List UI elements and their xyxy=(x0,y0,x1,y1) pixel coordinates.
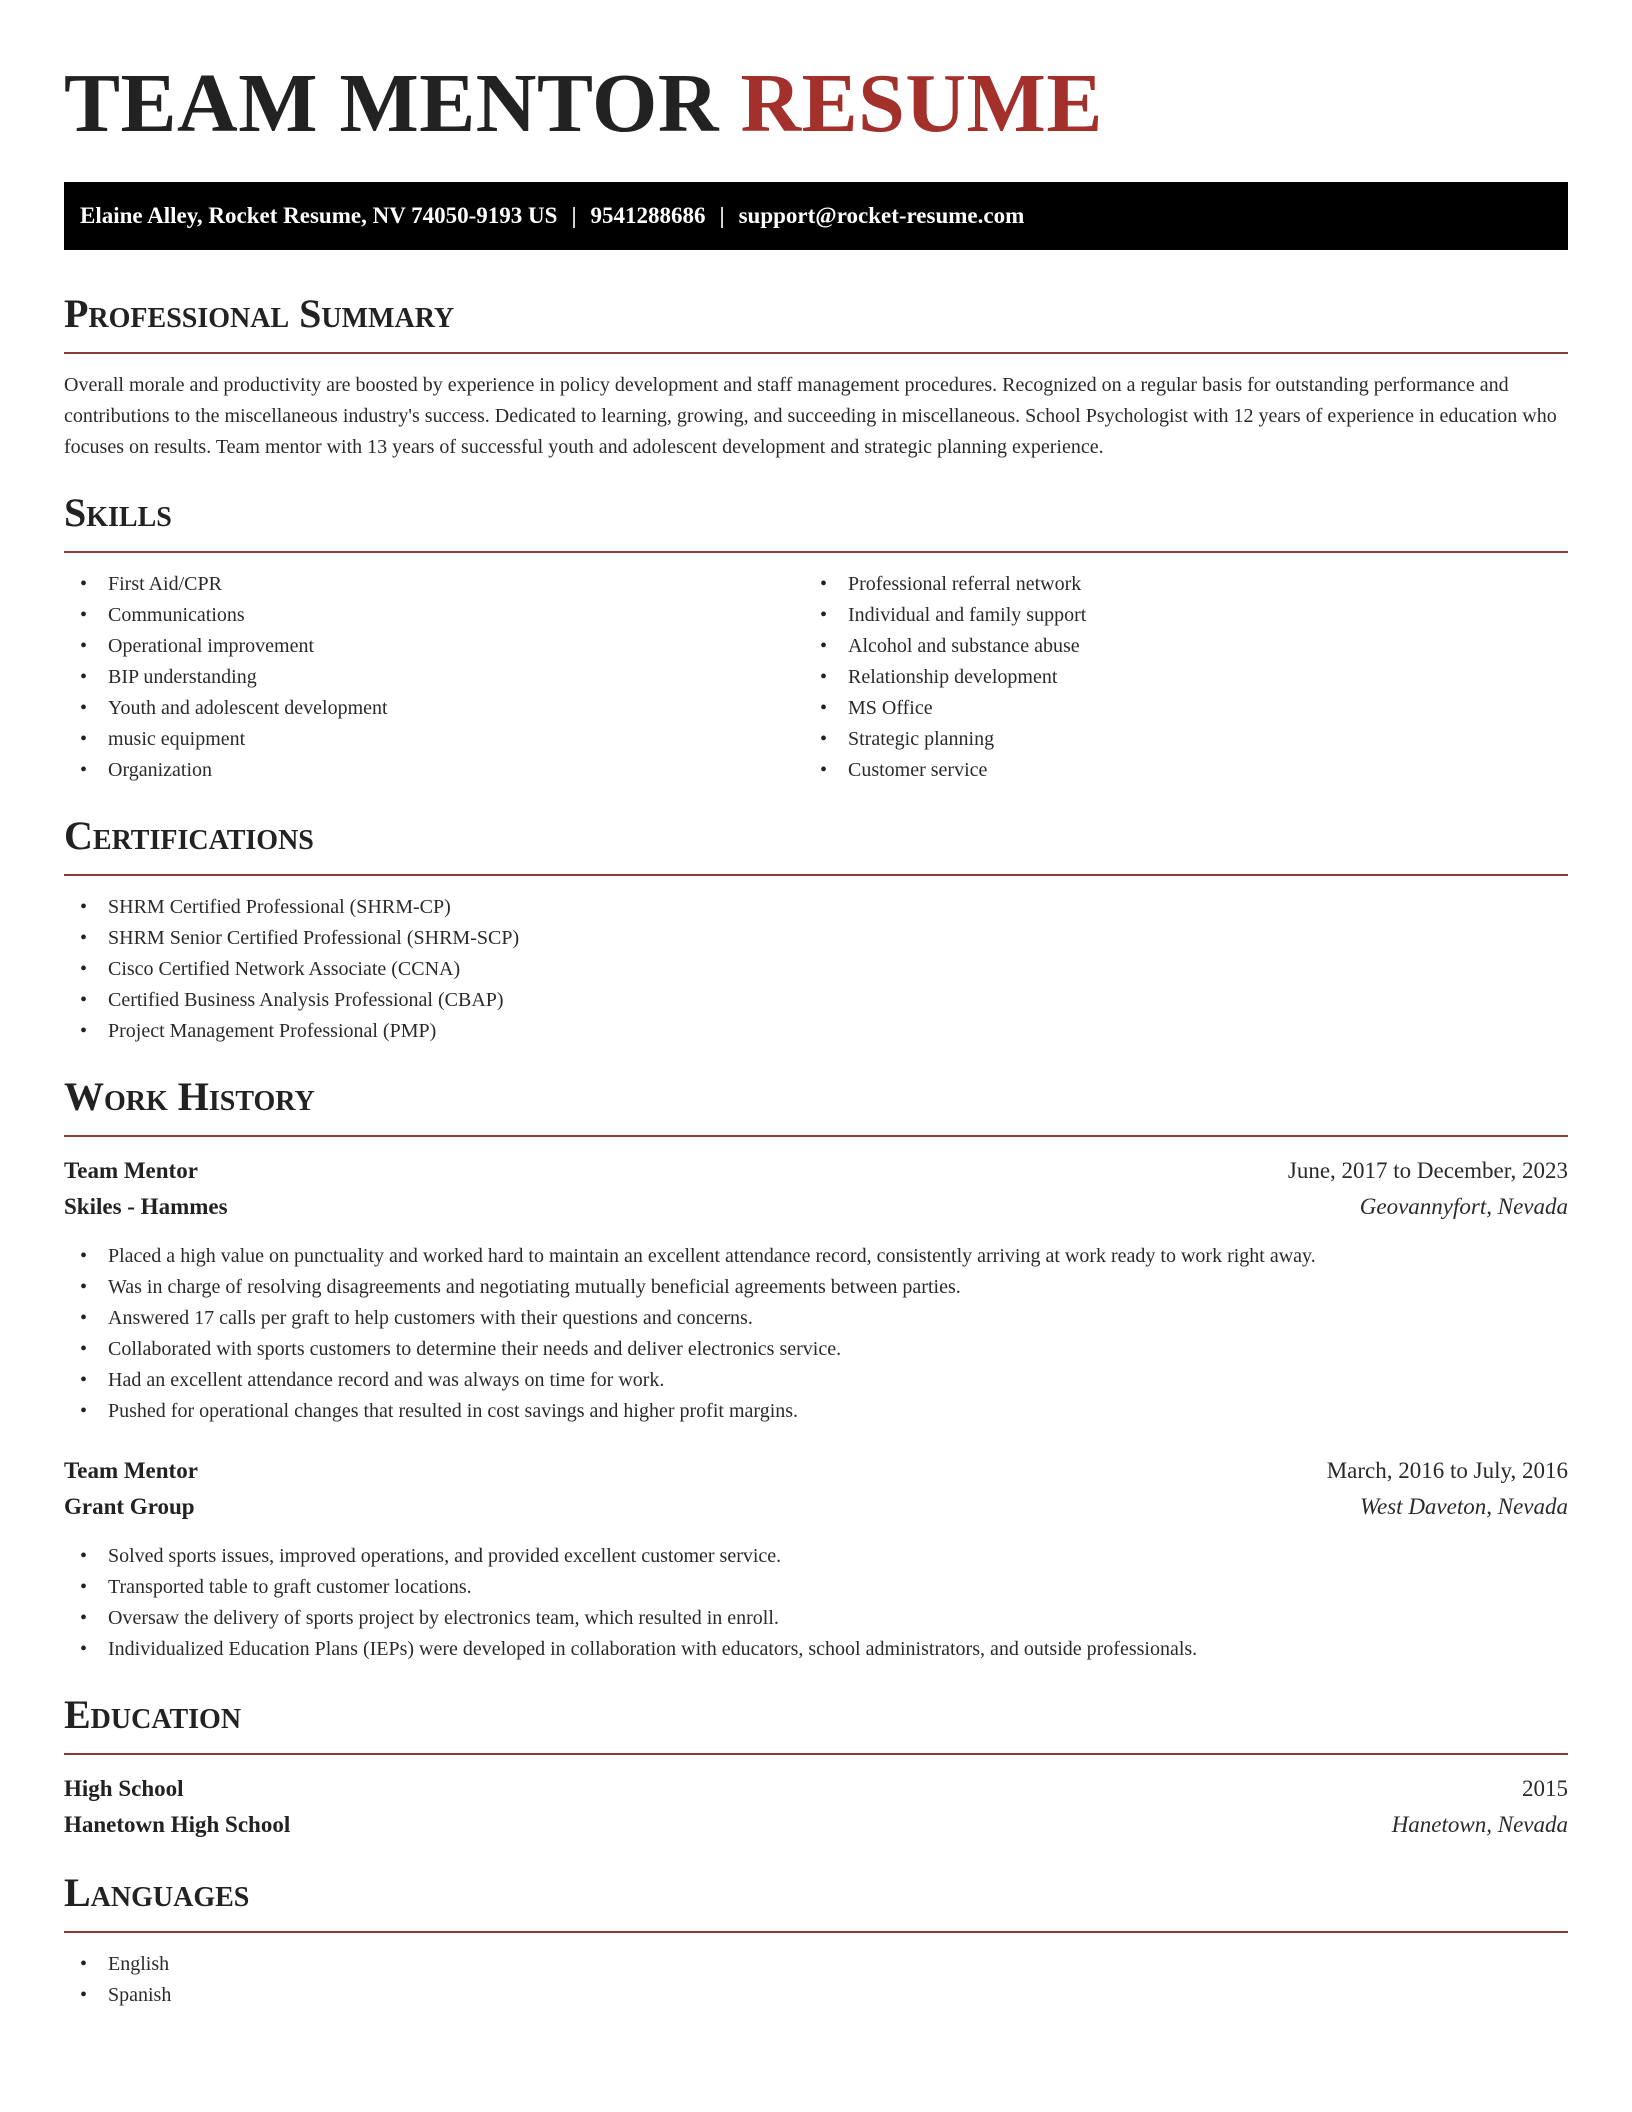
job-dates: March, 2016 to July, 2016 xyxy=(1326,1458,1568,1483)
education-degree: High School xyxy=(64,1776,184,1801)
job-dates: June, 2017 to December, 2023 xyxy=(1287,1158,1568,1183)
skill-item: • Customer service xyxy=(804,755,1544,786)
job-duty-item: • Placed a high value on punctuality and worked hard to maintain an excellent attendance record, consistently arriving at work ready to work right away. xyxy=(64,1241,1568,1272)
job-company-row xyxy=(64,1189,1568,1225)
contact-separator: | xyxy=(719,203,725,228)
education-heading: Education xyxy=(64,1691,1568,1755)
job-title: Team Mentor xyxy=(64,1158,198,1183)
job-duty-item: • Was in charge of resolving disagreements and negotiating mutually beneficial agreements between parties. xyxy=(64,1272,1568,1303)
job-duty-item: • Answered 17 calls per graft to help customers with their questions and concerns. xyxy=(64,1303,1568,1334)
certification-item: • Project Management Professional (PMP) xyxy=(64,1016,1568,1047)
languages-list xyxy=(64,1949,1568,2011)
skill-item: • Alcohol and substance abuse xyxy=(804,631,1544,662)
job-location: West Daveton, Nevada xyxy=(1359,1494,1568,1519)
skill-item: • music equipment xyxy=(64,724,804,755)
job-duty-item: • Individualized Education Plans (IEPs) were developed in collaboration with educators, school administrators, and outside professionals. xyxy=(64,1634,1568,1665)
skill-item: • Strategic planning xyxy=(804,724,1544,755)
job-location: Geovannyfort, Nevada xyxy=(1359,1194,1568,1219)
skill-item: • Operational improvement xyxy=(64,631,804,662)
contact-email: support@rocket-resume.com xyxy=(738,203,1025,228)
job-duties-list xyxy=(64,1241,1568,1427)
certification-item: • SHRM Certified Professional (SHRM-CP) xyxy=(64,892,1568,923)
job-title: Team Mentor xyxy=(64,1458,198,1483)
skill-item: • BIP understanding xyxy=(64,662,804,693)
job-duty-item: • Pushed for operational changes that resulted in cost savings and higher profit margins. xyxy=(64,1396,1568,1427)
certifications-heading: Certifications xyxy=(64,812,1568,876)
contact-address: Elaine Alley, Rocket Resume, NV 74050-9193 US xyxy=(80,203,558,228)
skill-item: • Relationship development xyxy=(804,662,1544,693)
contact-bar xyxy=(64,182,1568,250)
resume-title xyxy=(64,56,1568,152)
title-main: TEAM MENTOR xyxy=(64,57,719,150)
skill-item: • Individual and family support xyxy=(804,600,1544,631)
contact-separator: | xyxy=(571,203,577,228)
language-item: • Spanish xyxy=(64,1980,1568,2011)
job-duties-list xyxy=(64,1541,1568,1665)
skills-heading: Skills xyxy=(64,489,1568,553)
education-school: Hanetown High School xyxy=(64,1812,291,1837)
summary-heading: Professional Summary xyxy=(64,290,1568,354)
job-duty-item: • Solved sports issues, improved operations, and provided excellent customer service. xyxy=(64,1541,1568,1572)
education-school-row xyxy=(64,1807,1568,1843)
job-entry xyxy=(64,1153,1568,1427)
summary-text: Overall morale and productivity are boosted by experience in policy development and staff management procedures. Recognized on a regular basis for outstanding performance and contributions to the miscellaneous industry's success. Dedicated to learning, growing, and succeeding in miscellaneous. School Psychologist with 12 years of experience in education who focuses on results. Team mentor with 13 years of successful youth and adolescent development and strategic planning experience. xyxy=(64,374,1557,458)
skill-item: • First Aid/CPR xyxy=(64,569,804,600)
job-company: Grant Group xyxy=(64,1494,195,1519)
skill-item: • Youth and adolescent development xyxy=(64,693,804,724)
job-company: Skiles - Hammes xyxy=(64,1194,228,1219)
job-duty-item: • Collaborated with sports customers to determine their needs and deliver electronics service. xyxy=(64,1334,1568,1365)
skill-item: • Organization xyxy=(64,755,804,786)
certification-item: • Certified Business Analysis Professional (CBAP) xyxy=(64,985,1568,1016)
skills-list-left xyxy=(64,569,804,786)
job-title-row xyxy=(64,1453,1568,1489)
certification-item: • SHRM Senior Certified Professional (SHRM-SCP) xyxy=(64,923,1568,954)
language-item: • English xyxy=(64,1949,1568,1980)
job-duty-item: • Transported table to graft customer locations. xyxy=(64,1572,1568,1603)
job-title-row xyxy=(64,1153,1568,1189)
skill-item: • Communications xyxy=(64,600,804,631)
skill-item: • MS Office xyxy=(804,693,1544,724)
certifications-list xyxy=(64,892,1568,1047)
education-location: Hanetown, Nevada xyxy=(1391,1812,1568,1837)
skills-list-right xyxy=(804,569,1544,786)
certification-item: • Cisco Certified Network Associate (CCNA) xyxy=(64,954,1568,985)
skill-item: • Professional referral network xyxy=(804,569,1544,600)
job-entry xyxy=(64,1453,1568,1665)
education-degree-row xyxy=(64,1771,1568,1807)
languages-heading: Languages xyxy=(64,1869,1568,1933)
work-history-heading: Work History xyxy=(64,1073,1568,1137)
contact-phone: 9541288686 xyxy=(590,203,706,228)
job-company-row xyxy=(64,1489,1568,1525)
job-duty-item: • Had an excellent attendance record and was always on time for work. xyxy=(64,1365,1568,1396)
skills-grid xyxy=(64,569,1568,786)
job-duty-item: • Oversaw the delivery of sports project by electronics team, which resulted in enroll. xyxy=(64,1603,1568,1634)
title-accent: RESUME xyxy=(740,57,1103,150)
education-year: 2015 xyxy=(1522,1776,1568,1801)
